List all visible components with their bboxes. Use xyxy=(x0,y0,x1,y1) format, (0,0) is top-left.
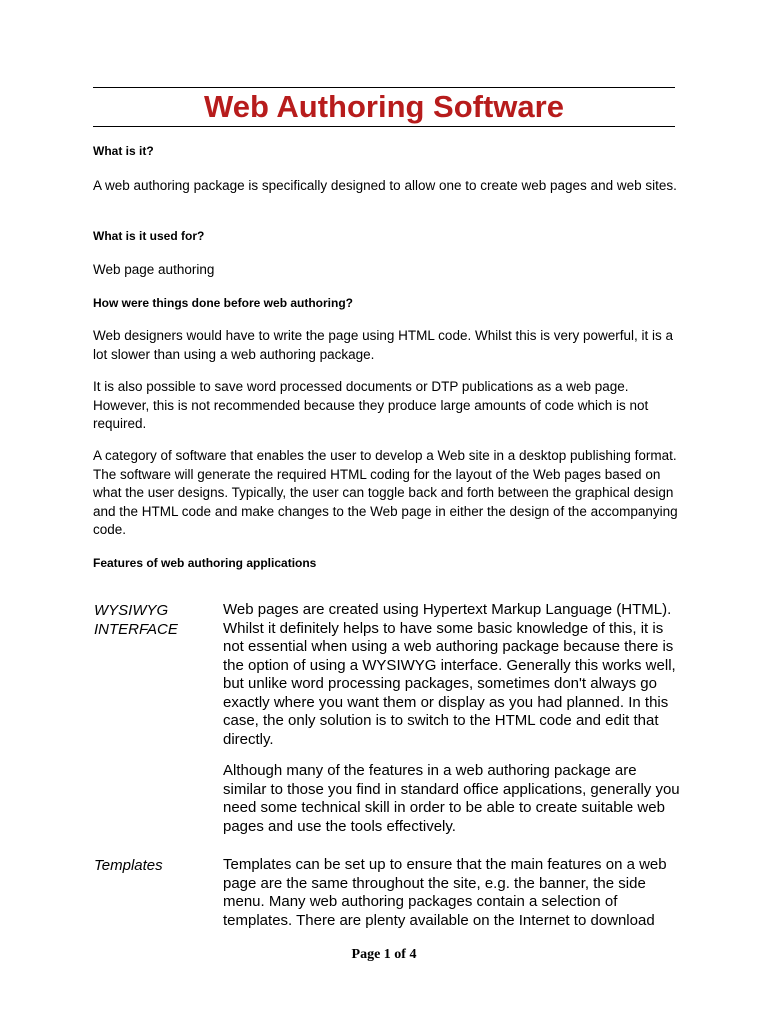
answer-what-is-it: A web authoring package is specifically designed to allow one to create web pages and web sites. xyxy=(93,178,677,193)
page-number: Page 1 of 4 xyxy=(351,947,417,962)
question-what-is-it: What is it? xyxy=(93,144,154,158)
paragraph-word-processed: It is also possible to save word processed documents or DTP publications as a web page. However, this is not recommended because they produce large amounts of code which is not required. xyxy=(93,379,649,431)
answer-used-for: Web page authoring xyxy=(93,262,215,277)
feature-desc-wysiwyg-extra: Although many of the features in a web authoring package are similar to those you find in standard office applications, generally you need some technical skill in order to be able to create suitable web pages and use the tools effectively. xyxy=(223,762,680,835)
document-title: Web Authoring Software xyxy=(204,89,564,124)
feature-term-wysiwyg: WYSIWYG INTERFACE xyxy=(94,602,178,638)
question-before: How were things done before web authoring? xyxy=(93,296,354,310)
feature-term-templates: Templates xyxy=(94,857,163,874)
paragraph-html-code: Web designers would have to write the page using HTML code. Whilst this is very powerful, it is a lot slower than using a web authoring package. xyxy=(93,328,674,362)
feature-desc-templates: Templates can be set up to ensure that the main features on a web page are the same throughout the site, e.g. the banner, the side menu. Many web authoring packages contain a selection of templates. There are plenty available on the Internet to download xyxy=(223,856,667,929)
feature-desc-wysiwyg: Web pages are created using Hypertext Markup Language (HTML). Whilst it definitely helps to have some basic knowledge of this, it is not essential when using a web authoring package because there is the option of using a WYSIWYG interface. Generally this works well, but unlike word processing packages, sometimes don't always go exactly where you want them or display as you had planned. In this case, the only solution is to switch to the HTML code and edit that directly. xyxy=(223,601,676,748)
title-bottom-rule xyxy=(93,126,675,127)
paragraph-category: A category of software that enables the user to develop a Web site in a desktop publishing format. The software will generate the required HTML coding for the layout of the Web pages based on what the user designs. Typically, the user can toggle back and forth between the graphical design and the HTML code and make changes to the Web page in either the design of the accompanying code. xyxy=(93,448,678,537)
heading-features: Features of web authoring applications xyxy=(93,556,317,570)
question-used-for: What is it used for? xyxy=(93,229,205,243)
